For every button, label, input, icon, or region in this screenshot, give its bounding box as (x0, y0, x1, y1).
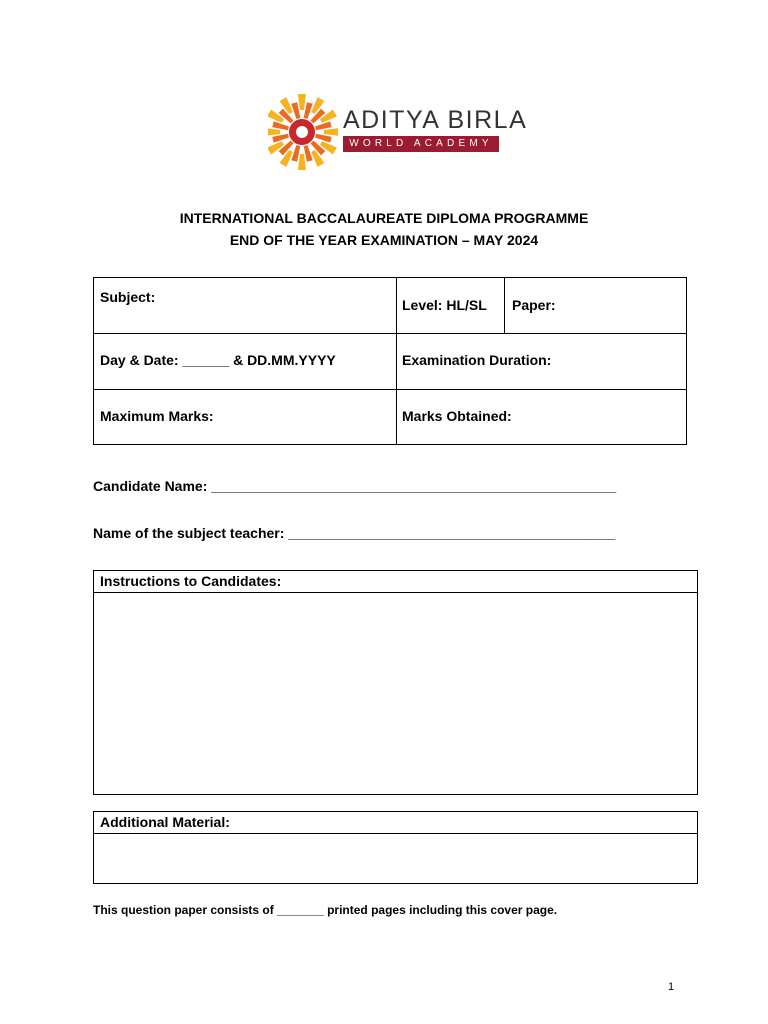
instructions-title: Instructions to Candidates: (94, 571, 697, 593)
instructions-box (93, 570, 698, 795)
maximum-marks-label: Maximum Marks: (100, 408, 214, 424)
page-count-note: This question paper consists of _______ printed pages including this cover page. (93, 903, 558, 917)
day-date-label: Day & Date: ______ & DD.MM.YYYY (100, 352, 336, 368)
school-logo (268, 92, 528, 172)
additional-material-box (93, 811, 698, 884)
sunburst-logo-icon (268, 92, 338, 172)
subject-teacher-field: Name of the subject teacher: __________________________________________ (93, 525, 616, 541)
table-row-divider (94, 333, 686, 334)
table-row-divider (94, 389, 686, 390)
page-number: 1 (668, 981, 675, 993)
marks-obtained-label: Marks Obtained: (402, 408, 512, 424)
exam-title: END OF THE YEAR EXAMINATION – MAY 2024 (229, 232, 539, 248)
table-column-divider (504, 278, 505, 333)
programme-title: INTERNATIONAL BACCALAUREATE DIPLOMA PROGRAMME (179, 210, 589, 226)
subject-label: Subject: (100, 289, 156, 305)
level-label: Level: HL/SL (402, 297, 487, 313)
exam-info-table (93, 277, 687, 445)
exam-duration-label: Examination Duration: (402, 352, 552, 368)
logo-subtitle: WORLD ACADEMY (343, 136, 499, 152)
logo-name: ADITYA BIRLA (343, 106, 528, 134)
candidate-name-field: Candidate Name: ____________________________________________________ (93, 478, 617, 494)
additional-material-title: Additional Material: (94, 812, 697, 834)
paper-label: Paper: (512, 297, 556, 313)
table-column-divider (396, 278, 397, 444)
